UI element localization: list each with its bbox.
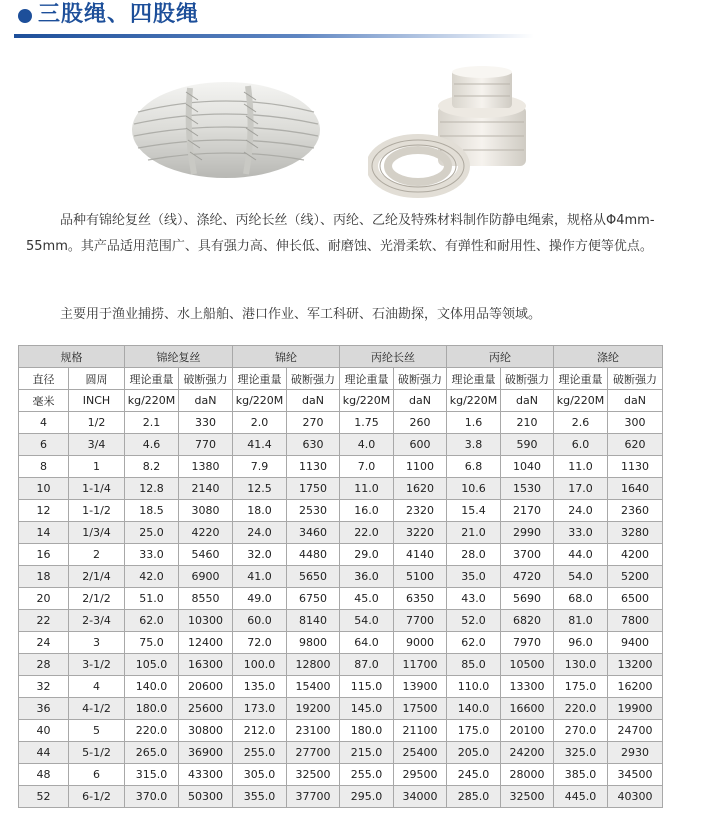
table-cell: 12.5: [233, 478, 287, 500]
page-title: 三股绳、四股绳: [38, 2, 200, 27]
table-cell: 295.0: [340, 786, 394, 808]
column-header: 破断强力: [287, 368, 340, 390]
table-cell: 4200: [608, 544, 663, 566]
column-header: 破断强力: [608, 368, 663, 390]
table-cell: 1-1/4: [69, 478, 125, 500]
table-cell: 10.6: [447, 478, 501, 500]
table-cell: 1640: [608, 478, 663, 500]
table-cell: 2.1: [125, 412, 179, 434]
table-cell: 8550: [179, 588, 233, 610]
table-row: [19, 412, 663, 434]
table-header-materials: [19, 346, 663, 368]
table-cell: 16600: [501, 698, 554, 720]
table-row: [19, 610, 663, 632]
table-cell: 3080: [179, 500, 233, 522]
table-cell: 29.0: [340, 544, 394, 566]
table-cell: 52: [19, 786, 69, 808]
table-cell: 1750: [287, 478, 340, 500]
material-header: 锦纶复丝: [125, 346, 233, 368]
table-cell: 210: [501, 412, 554, 434]
unit-header: kg/220M: [340, 390, 394, 412]
table-cell: 24.0: [554, 500, 608, 522]
table-cell: 220.0: [554, 698, 608, 720]
table-cell: 12.8: [125, 478, 179, 500]
table-cell: 6.0: [554, 434, 608, 456]
table-cell: 32.0: [233, 544, 287, 566]
table-cell: 2170: [501, 500, 554, 522]
table-cell: 600: [394, 434, 447, 456]
unit-header: daN: [608, 390, 663, 412]
table-cell: 32500: [501, 786, 554, 808]
table-cell: 370.0: [125, 786, 179, 808]
material-header: 丙纶: [447, 346, 554, 368]
table-cell: 1130: [608, 456, 663, 478]
table-cell: 22.0: [340, 522, 394, 544]
header-underline: [14, 34, 534, 38]
table-cell: 255.0: [233, 742, 287, 764]
table-cell: 4-1/2: [69, 698, 125, 720]
table-cell: 18: [19, 566, 69, 588]
bullet-icon: [18, 9, 32, 23]
table-cell: 180.0: [125, 698, 179, 720]
table-cell: 3/4: [69, 434, 125, 456]
table-cell: 15400: [287, 676, 340, 698]
table-cell: 44: [19, 742, 69, 764]
column-header: 理论重量: [447, 368, 501, 390]
table-cell: 75.0: [125, 632, 179, 654]
table-cell: 40: [19, 720, 69, 742]
table-cell: 1: [69, 456, 125, 478]
table-row: [19, 544, 663, 566]
table-row: [19, 786, 663, 808]
table-cell: 2/1/2: [69, 588, 125, 610]
table-cell: 49.0: [233, 588, 287, 610]
table-cell: 30800: [179, 720, 233, 742]
column-header: 理论重量: [340, 368, 394, 390]
table-cell: 285.0: [447, 786, 501, 808]
table-cell: 7800: [608, 610, 663, 632]
table-row: [19, 742, 663, 764]
table-cell: 385.0: [554, 764, 608, 786]
table-cell: 4: [69, 676, 125, 698]
table-cell: 2.0: [233, 412, 287, 434]
table-cell: 24700: [608, 720, 663, 742]
table-cell: 62.0: [447, 632, 501, 654]
table-cell: 27700: [287, 742, 340, 764]
table-cell: 12400: [179, 632, 233, 654]
table-cell: 6-1/2: [69, 786, 125, 808]
table-cell: 205.0: [447, 742, 501, 764]
table-cell: 315.0: [125, 764, 179, 786]
table-cell: 81.0: [554, 610, 608, 632]
table-cell: 17.0: [554, 478, 608, 500]
table-cell: 5: [69, 720, 125, 742]
table-cell: 40300: [608, 786, 663, 808]
material-header: 丙纶长丝: [340, 346, 447, 368]
table-cell: 3-1/2: [69, 654, 125, 676]
table-cell: 13200: [608, 654, 663, 676]
table-row: [19, 698, 663, 720]
table-cell: 51.0: [125, 588, 179, 610]
table-row: [19, 478, 663, 500]
table-cell: 265.0: [125, 742, 179, 764]
table-cell: 23100: [287, 720, 340, 742]
column-header: 理论重量: [125, 368, 179, 390]
table-cell: 87.0: [340, 654, 394, 676]
table-cell: 5100: [394, 566, 447, 588]
table-cell: 173.0: [233, 698, 287, 720]
table-cell: 4480: [287, 544, 340, 566]
table-cell: 3460: [287, 522, 340, 544]
column-header: 理论重量: [233, 368, 287, 390]
material-header: 涤纶: [554, 346, 663, 368]
product-photos: [0, 66, 714, 216]
table-cell: 6500: [608, 588, 663, 610]
table-cell: 24: [19, 632, 69, 654]
table-cell: 41.4: [233, 434, 287, 456]
table-cell: 1380: [179, 456, 233, 478]
spec-header: 规格: [19, 346, 125, 368]
table-body: [19, 412, 663, 808]
table-cell: 13900: [394, 676, 447, 698]
table-cell: 12: [19, 500, 69, 522]
table-cell: 3.8: [447, 434, 501, 456]
table-cell: 43.0: [447, 588, 501, 610]
table-row: [19, 434, 663, 456]
table-cell: 5690: [501, 588, 554, 610]
table-cell: 21100: [394, 720, 447, 742]
unit-header: kg/220M: [554, 390, 608, 412]
table-cell: 245.0: [447, 764, 501, 786]
table-cell: 3: [69, 632, 125, 654]
table-cell: 9000: [394, 632, 447, 654]
table-cell: 2/1/4: [69, 566, 125, 588]
table-cell: 10: [19, 478, 69, 500]
table-row: [19, 654, 663, 676]
table-cell: 2530: [287, 500, 340, 522]
table-cell: 16300: [179, 654, 233, 676]
column-header: 理论重量: [554, 368, 608, 390]
table-cell: 33.0: [554, 522, 608, 544]
table-cell: 35.0: [447, 566, 501, 588]
table-cell: 130.0: [554, 654, 608, 676]
table-cell: 16200: [608, 676, 663, 698]
table-cell: 68.0: [554, 588, 608, 610]
column-header: 破断强力: [394, 368, 447, 390]
table-cell: 43300: [179, 764, 233, 786]
table-cell: 1040: [501, 456, 554, 478]
table-cell: 212.0: [233, 720, 287, 742]
table-cell: 1/2: [69, 412, 125, 434]
table-cell: 11.0: [340, 478, 394, 500]
table-cell: 2990: [501, 522, 554, 544]
table-cell: 45.0: [340, 588, 394, 610]
table-cell: 5650: [287, 566, 340, 588]
table-cell: 2930: [608, 742, 663, 764]
table-cell: 16: [19, 544, 69, 566]
table-cell: 9800: [287, 632, 340, 654]
table-cell: 32: [19, 676, 69, 698]
table-cell: 6350: [394, 588, 447, 610]
table-cell: 140.0: [447, 698, 501, 720]
table-cell: 270.0: [554, 720, 608, 742]
unit-header: daN: [287, 390, 340, 412]
table-cell: 6: [19, 434, 69, 456]
unit-header: kg/220M: [125, 390, 179, 412]
table-cell: 2-3/4: [69, 610, 125, 632]
table-cell: 110.0: [447, 676, 501, 698]
table-cell: 260: [394, 412, 447, 434]
table-cell: 620: [608, 434, 663, 456]
table-cell: 175.0: [554, 676, 608, 698]
table-cell: 44.0: [554, 544, 608, 566]
table-cell: 255.0: [340, 764, 394, 786]
table-header-columns: [19, 368, 663, 390]
spec-table: [18, 345, 663, 808]
table-cell: 11700: [394, 654, 447, 676]
table-cell: 330: [179, 412, 233, 434]
table-cell: 1130: [287, 456, 340, 478]
table-cell: 770: [179, 434, 233, 456]
table-cell: 1100: [394, 456, 447, 478]
table-cell: 25.0: [125, 522, 179, 544]
table-cell: 6820: [501, 610, 554, 632]
table-cell: 25400: [394, 742, 447, 764]
table-cell: 2320: [394, 500, 447, 522]
table-cell: 60.0: [233, 610, 287, 632]
table-cell: 28000: [501, 764, 554, 786]
table-cell: 8.2: [125, 456, 179, 478]
table-cell: 1/3/4: [69, 522, 125, 544]
unit-header: 毫米: [19, 390, 69, 412]
table-cell: 72.0: [233, 632, 287, 654]
table-cell: 11.0: [554, 456, 608, 478]
table-cell: 590: [501, 434, 554, 456]
table-cell: 7.0: [340, 456, 394, 478]
table-cell: 18.0: [233, 500, 287, 522]
table-cell: 355.0: [233, 786, 287, 808]
product-description: 品种有锦纶复丝（线）、涤纶、丙纶长丝（线）、丙纶、乙纶及特殊材料制作防静电绳索，规格从Φ4mm-55mm。其产品适用范围广、具有强力高、伸长低、耐磨蚀、光滑柔软、有弹性和耐用性、操作方便等优点。: [26, 213, 655, 254]
table-row: [19, 500, 663, 522]
table-cell: 5460: [179, 544, 233, 566]
section-header: [14, 0, 694, 40]
column-header: 直径: [19, 368, 69, 390]
unit-header: kg/220M: [447, 390, 501, 412]
table-cell: 6900: [179, 566, 233, 588]
table-cell: 25600: [179, 698, 233, 720]
table-cell: 54.0: [554, 566, 608, 588]
table-cell: 20: [19, 588, 69, 610]
table-cell: 64.0: [340, 632, 394, 654]
table-cell: 18.5: [125, 500, 179, 522]
table-cell: 6: [69, 764, 125, 786]
table-cell: 305.0: [233, 764, 287, 786]
table-cell: 19200: [287, 698, 340, 720]
rope-bundle-image: [128, 70, 324, 190]
table-cell: 85.0: [447, 654, 501, 676]
table-cell: 36: [19, 698, 69, 720]
table-cell: 115.0: [340, 676, 394, 698]
table-cell: 36900: [179, 742, 233, 764]
table-cell: 17500: [394, 698, 447, 720]
table-cell: 1.6: [447, 412, 501, 434]
table-cell: 50300: [179, 786, 233, 808]
table-cell: 5200: [608, 566, 663, 588]
table-cell: 36.0: [340, 566, 394, 588]
unit-header: INCH: [69, 390, 125, 412]
table-row: [19, 566, 663, 588]
table-cell: 9400: [608, 632, 663, 654]
table-row: [19, 632, 663, 654]
table-cell: 48: [19, 764, 69, 786]
table-cell: 2: [69, 544, 125, 566]
table-cell: 28.0: [447, 544, 501, 566]
table-cell: 7700: [394, 610, 447, 632]
table-cell: 300: [608, 412, 663, 434]
table-cell: 20600: [179, 676, 233, 698]
table-cell: 42.0: [125, 566, 179, 588]
table-cell: 4.0: [340, 434, 394, 456]
table-cell: 33.0: [125, 544, 179, 566]
table-cell: 54.0: [340, 610, 394, 632]
table-cell: 22: [19, 610, 69, 632]
table-cell: 7.9: [233, 456, 287, 478]
table-cell: 6750: [287, 588, 340, 610]
table-cell: 37700: [287, 786, 340, 808]
table-cell: 140.0: [125, 676, 179, 698]
table-cell: 1.75: [340, 412, 394, 434]
table-cell: 14: [19, 522, 69, 544]
unit-header: kg/220M: [233, 390, 287, 412]
table-cell: 62.0: [125, 610, 179, 632]
table-cell: 24200: [501, 742, 554, 764]
table-cell: 3220: [394, 522, 447, 544]
column-header: 破断强力: [501, 368, 554, 390]
table-cell: 4720: [501, 566, 554, 588]
table-cell: 4140: [394, 544, 447, 566]
table-cell: 34000: [394, 786, 447, 808]
table-cell: 41.0: [233, 566, 287, 588]
table-cell: 8: [19, 456, 69, 478]
table-cell: 220.0: [125, 720, 179, 742]
table-cell: 3280: [608, 522, 663, 544]
table-row: [19, 764, 663, 786]
table-cell: 15.4: [447, 500, 501, 522]
table-cell: 28: [19, 654, 69, 676]
table-cell: 2360: [608, 500, 663, 522]
table-cell: 8140: [287, 610, 340, 632]
table-cell: 4: [19, 412, 69, 434]
table-cell: 20100: [501, 720, 554, 742]
table-cell: 175.0: [447, 720, 501, 742]
table-cell: 1-1/2: [69, 500, 125, 522]
table-cell: 24.0: [233, 522, 287, 544]
table-cell: 4.6: [125, 434, 179, 456]
table-cell: 630: [287, 434, 340, 456]
table-row: [19, 588, 663, 610]
table-cell: 135.0: [233, 676, 287, 698]
table-cell: 10300: [179, 610, 233, 632]
table-cell: 445.0: [554, 786, 608, 808]
table-cell: 145.0: [340, 698, 394, 720]
column-header: 破断强力: [179, 368, 233, 390]
table-cell: 19900: [608, 698, 663, 720]
table-cell: 270: [287, 412, 340, 434]
table-cell: 5-1/2: [69, 742, 125, 764]
table-cell: 12800: [287, 654, 340, 676]
table-cell: 21.0: [447, 522, 501, 544]
table-cell: 52.0: [447, 610, 501, 632]
table-cell: 2.6: [554, 412, 608, 434]
table-row: [19, 522, 663, 544]
table-cell: 100.0: [233, 654, 287, 676]
table-row: [19, 676, 663, 698]
table-cell: 4220: [179, 522, 233, 544]
table-cell: 10500: [501, 654, 554, 676]
table-cell: 2140: [179, 478, 233, 500]
table-cell: 215.0: [340, 742, 394, 764]
table-row: [19, 720, 663, 742]
table-cell: 34500: [608, 764, 663, 786]
table-cell: 96.0: [554, 632, 608, 654]
table-cell: 180.0: [340, 720, 394, 742]
column-header: 圆周: [69, 368, 125, 390]
unit-header: daN: [501, 390, 554, 412]
application-description: 主要用于渔业捕捞、水上船舶、港口作业、军工科研、石油勘探，文体用品等领域。: [60, 307, 542, 322]
material-header: 锦纶: [233, 346, 340, 368]
table-cell: 16.0: [340, 500, 394, 522]
table-cell: 6.8: [447, 456, 501, 478]
table-cell: 1620: [394, 478, 447, 500]
table-cell: 325.0: [554, 742, 608, 764]
rope-coil-image: [368, 66, 538, 198]
table-cell: 1530: [501, 478, 554, 500]
table-cell: 7970: [501, 632, 554, 654]
table-cell: 29500: [394, 764, 447, 786]
table-cell: 3700: [501, 544, 554, 566]
table-cell: 13300: [501, 676, 554, 698]
unit-header: daN: [394, 390, 447, 412]
unit-header: daN: [179, 390, 233, 412]
table-header-units: [19, 390, 663, 412]
table-cell: 105.0: [125, 654, 179, 676]
table-row: [19, 456, 663, 478]
table-cell: 32500: [287, 764, 340, 786]
